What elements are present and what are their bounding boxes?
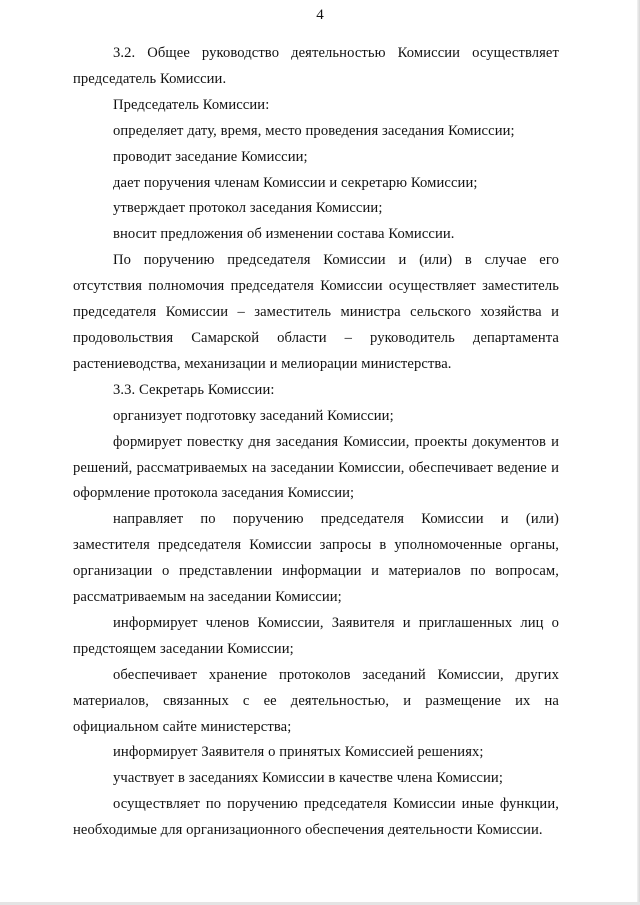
paragraph-secretary-duty-5: обеспечивает хранение протоколов заседаний Комиссии, других материалов, связанных с ее деятельностью, и размещение их на официальном сайте министерства; bbox=[73, 666, 559, 735]
paragraph-secretary-duty-1: организует подготовку заседаний Комиссии; bbox=[113, 407, 394, 424]
paragraph-chairman-duty-3: дает поручения членам Комиссии и секретарю Комиссии; bbox=[113, 174, 478, 191]
paragraph-secretary-duty-8: осуществляет по поручению председателя Комиссии иные функции, необходимые для организационного обеспечения деятельности Комиссии. bbox=[73, 796, 559, 839]
paragraph-secretary-duty-4: информирует членов Комиссии, Заявителя и приглашенных лиц о предстоящем заседании Комиссии; bbox=[73, 614, 559, 657]
paragraph-chairman-duty-1: определяет дату, время, место проведения заседания Комиссии; bbox=[113, 122, 515, 139]
paragraph-chairman-duty-4: утверждает протокол заседания Комиссии; bbox=[113, 200, 383, 217]
paragraph-chairman-duty-5: вносит предложения об изменении состава Комиссии. bbox=[113, 226, 455, 243]
paragraph-deputy-chairman: По поручению председателя Комиссии и (или) в случае его отсутствия полномочия председателя Комиссии осуществляет заместитель председателя Комиссии – заместитель министра сельского хозяйства и продовольствия Самарской области – руководитель департамента растениеводства, механизации и мелиорации министерства. bbox=[73, 252, 559, 372]
paragraph-chairman-heading: Председатель Комиссии: bbox=[113, 96, 270, 113]
paragraph-secretary-duty-7: участвует в заседаниях Комиссии в качестве члена Комиссии; bbox=[113, 770, 503, 787]
paragraph-secretary-duty-2: формирует повестку дня заседания Комиссии, проекты документов и решений, рассматриваемых на заседании Комиссии, обеспечивает ведение и оформление протокола заседания Комиссии; bbox=[73, 433, 559, 502]
page-number: 4 bbox=[316, 7, 324, 23]
paragraph-secretary-duty-3: направляет по поручению председателя Комиссии и (или) заместителя председателя Комиссии запросы в уполномоченные органы, организации о представлении информации и материалов по вопросам, рассматриваемым на заседании Комиссии; bbox=[73, 511, 559, 606]
paragraph-chairman-duty-2: проводит заседание Комиссии; bbox=[113, 148, 308, 165]
paragraph-3-3: 3.3. Секретарь Комиссии: bbox=[113, 381, 275, 398]
document-body bbox=[73, 41, 559, 844]
paragraph-secretary-duty-6: информирует Заявителя о принятых Комиссией решениях; bbox=[113, 744, 484, 761]
paragraph-3-2: 3.2. Общее руководство деятельностью Комиссии осуществляет председатель Комиссии. bbox=[73, 45, 559, 87]
